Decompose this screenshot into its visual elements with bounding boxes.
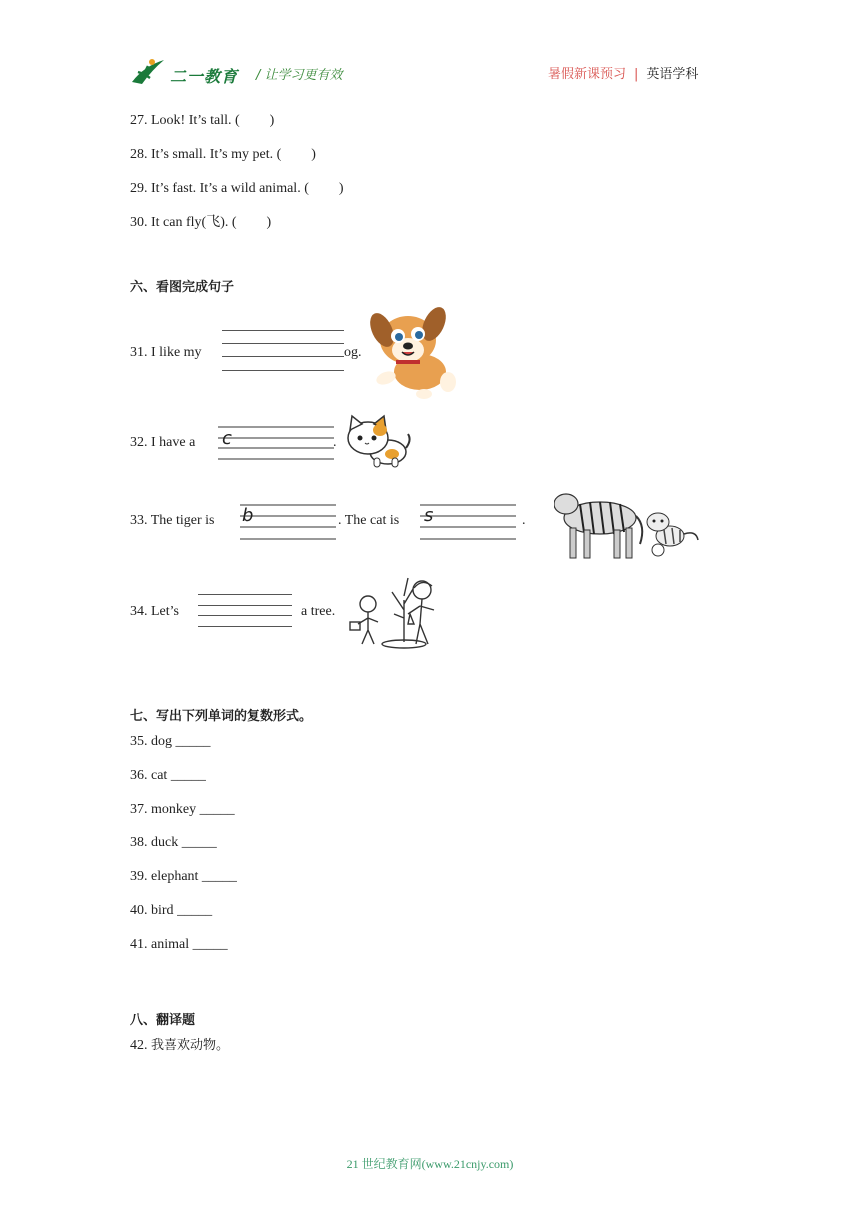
writing-lines-33b[interactable] xyxy=(420,502,516,540)
writing-lines-32[interactable] xyxy=(218,424,334,460)
question-word: bird xyxy=(151,903,174,918)
header-subject: 英语学科 xyxy=(646,67,699,82)
question-number: 29. xyxy=(130,181,148,196)
section-7-title: 七、写出下列单词的复数形式。 xyxy=(130,709,313,724)
question-36 xyxy=(130,767,206,785)
question-word: animal xyxy=(151,937,190,952)
question-number: 30. xyxy=(130,215,148,230)
logo-runner-icon xyxy=(130,56,170,88)
question-text: Look! It’s tall. ( xyxy=(151,113,240,128)
question-number: 35. xyxy=(130,734,148,749)
question-30 xyxy=(130,214,271,232)
question-28 xyxy=(130,146,316,164)
hint-letter-32: c xyxy=(222,428,232,449)
question-27 xyxy=(130,112,274,130)
question-text-before: The tiger is xyxy=(150,513,215,528)
question-number: 38. xyxy=(130,835,148,850)
header-right xyxy=(548,63,698,82)
hint-letter-33b: s xyxy=(424,505,434,526)
kitten-image xyxy=(342,412,412,470)
question-31 xyxy=(130,344,202,362)
question-31-suffix: og. xyxy=(344,345,362,360)
answer-close: ) xyxy=(338,181,344,196)
question-word: elephant xyxy=(151,869,199,884)
question-number: 32. xyxy=(130,435,148,450)
question-37 xyxy=(130,801,235,819)
hint-letter-33a: b xyxy=(242,505,254,526)
answer-blank[interactable]: _____ xyxy=(175,734,211,749)
question-number: 42. xyxy=(130,1038,148,1053)
logo-text: 二一教育 xyxy=(170,67,239,86)
question-33-middle: . The cat is xyxy=(338,513,400,528)
answer-blank[interactable]: _____ xyxy=(181,835,217,850)
answer-close: ) xyxy=(269,113,275,128)
question-32-suffix: . xyxy=(333,435,337,450)
puppy-image xyxy=(368,300,464,402)
question-39 xyxy=(130,868,237,886)
question-word: duck xyxy=(151,835,179,850)
section-8-title: 八、翻译题 xyxy=(130,1013,196,1028)
question-text-before: I like my xyxy=(151,345,202,360)
question-word: dog xyxy=(151,734,172,749)
answer-blank[interactable]: _____ xyxy=(192,937,228,952)
question-text: It’s fast. It’s a wild animal. ( xyxy=(151,181,309,196)
answer-blank[interactable]: _____ xyxy=(170,768,206,783)
question-number: 28. xyxy=(130,147,148,162)
page-footer: 21 世纪教育网(www.21cnjy.com) xyxy=(346,1157,514,1171)
question-42 xyxy=(130,1037,229,1055)
question-33 xyxy=(130,512,215,530)
question-text-before: I have a xyxy=(151,435,196,450)
answer-close: ) xyxy=(266,215,272,230)
question-text: It’s small. It’s my pet. ( xyxy=(151,147,282,162)
question-41 xyxy=(130,936,228,954)
question-number: 27. xyxy=(130,113,148,128)
question-number: 37. xyxy=(130,802,148,817)
question-word: monkey xyxy=(151,802,197,817)
header-series: 暑假新课预习 xyxy=(548,67,627,82)
tiger-and-cat-image xyxy=(554,486,702,562)
question-34-suffix: a tree. xyxy=(301,604,336,619)
header xyxy=(130,56,730,90)
question-text: It can fly(飞). ( xyxy=(151,215,237,230)
answer-blank[interactable]: _____ xyxy=(177,903,213,918)
question-40 xyxy=(130,902,212,920)
answer-blank[interactable]: _____ xyxy=(199,802,235,817)
writing-lines-34[interactable] xyxy=(198,594,292,628)
question-34 xyxy=(130,603,179,621)
question-text-before: Let’s xyxy=(151,604,179,619)
answer-close: ) xyxy=(311,147,316,162)
question-33-suffix: . xyxy=(522,513,526,528)
question-text: 我喜欢动物。 xyxy=(151,1038,230,1053)
question-number: 40. xyxy=(130,903,148,918)
question-number: 34. xyxy=(130,604,148,619)
question-number: 39. xyxy=(130,869,148,884)
question-35 xyxy=(130,733,211,751)
header-divider: | xyxy=(634,67,639,82)
question-number: 36. xyxy=(130,768,148,783)
planting-tree-image xyxy=(346,574,446,650)
question-word: cat xyxy=(151,768,168,783)
writing-lines-33a[interactable] xyxy=(240,502,336,540)
question-32 xyxy=(130,434,195,452)
question-number: 31. xyxy=(130,345,148,360)
section-6-title: 六、看图完成句子 xyxy=(130,280,235,295)
question-29 xyxy=(130,180,344,198)
question-number: 41. xyxy=(130,937,148,952)
writing-lines-31[interactable] xyxy=(222,328,344,372)
header-slogan: / 让学习更有效 xyxy=(256,68,343,83)
question-38 xyxy=(130,834,217,852)
question-number: 33. xyxy=(130,513,148,528)
answer-blank[interactable]: _____ xyxy=(201,869,237,884)
